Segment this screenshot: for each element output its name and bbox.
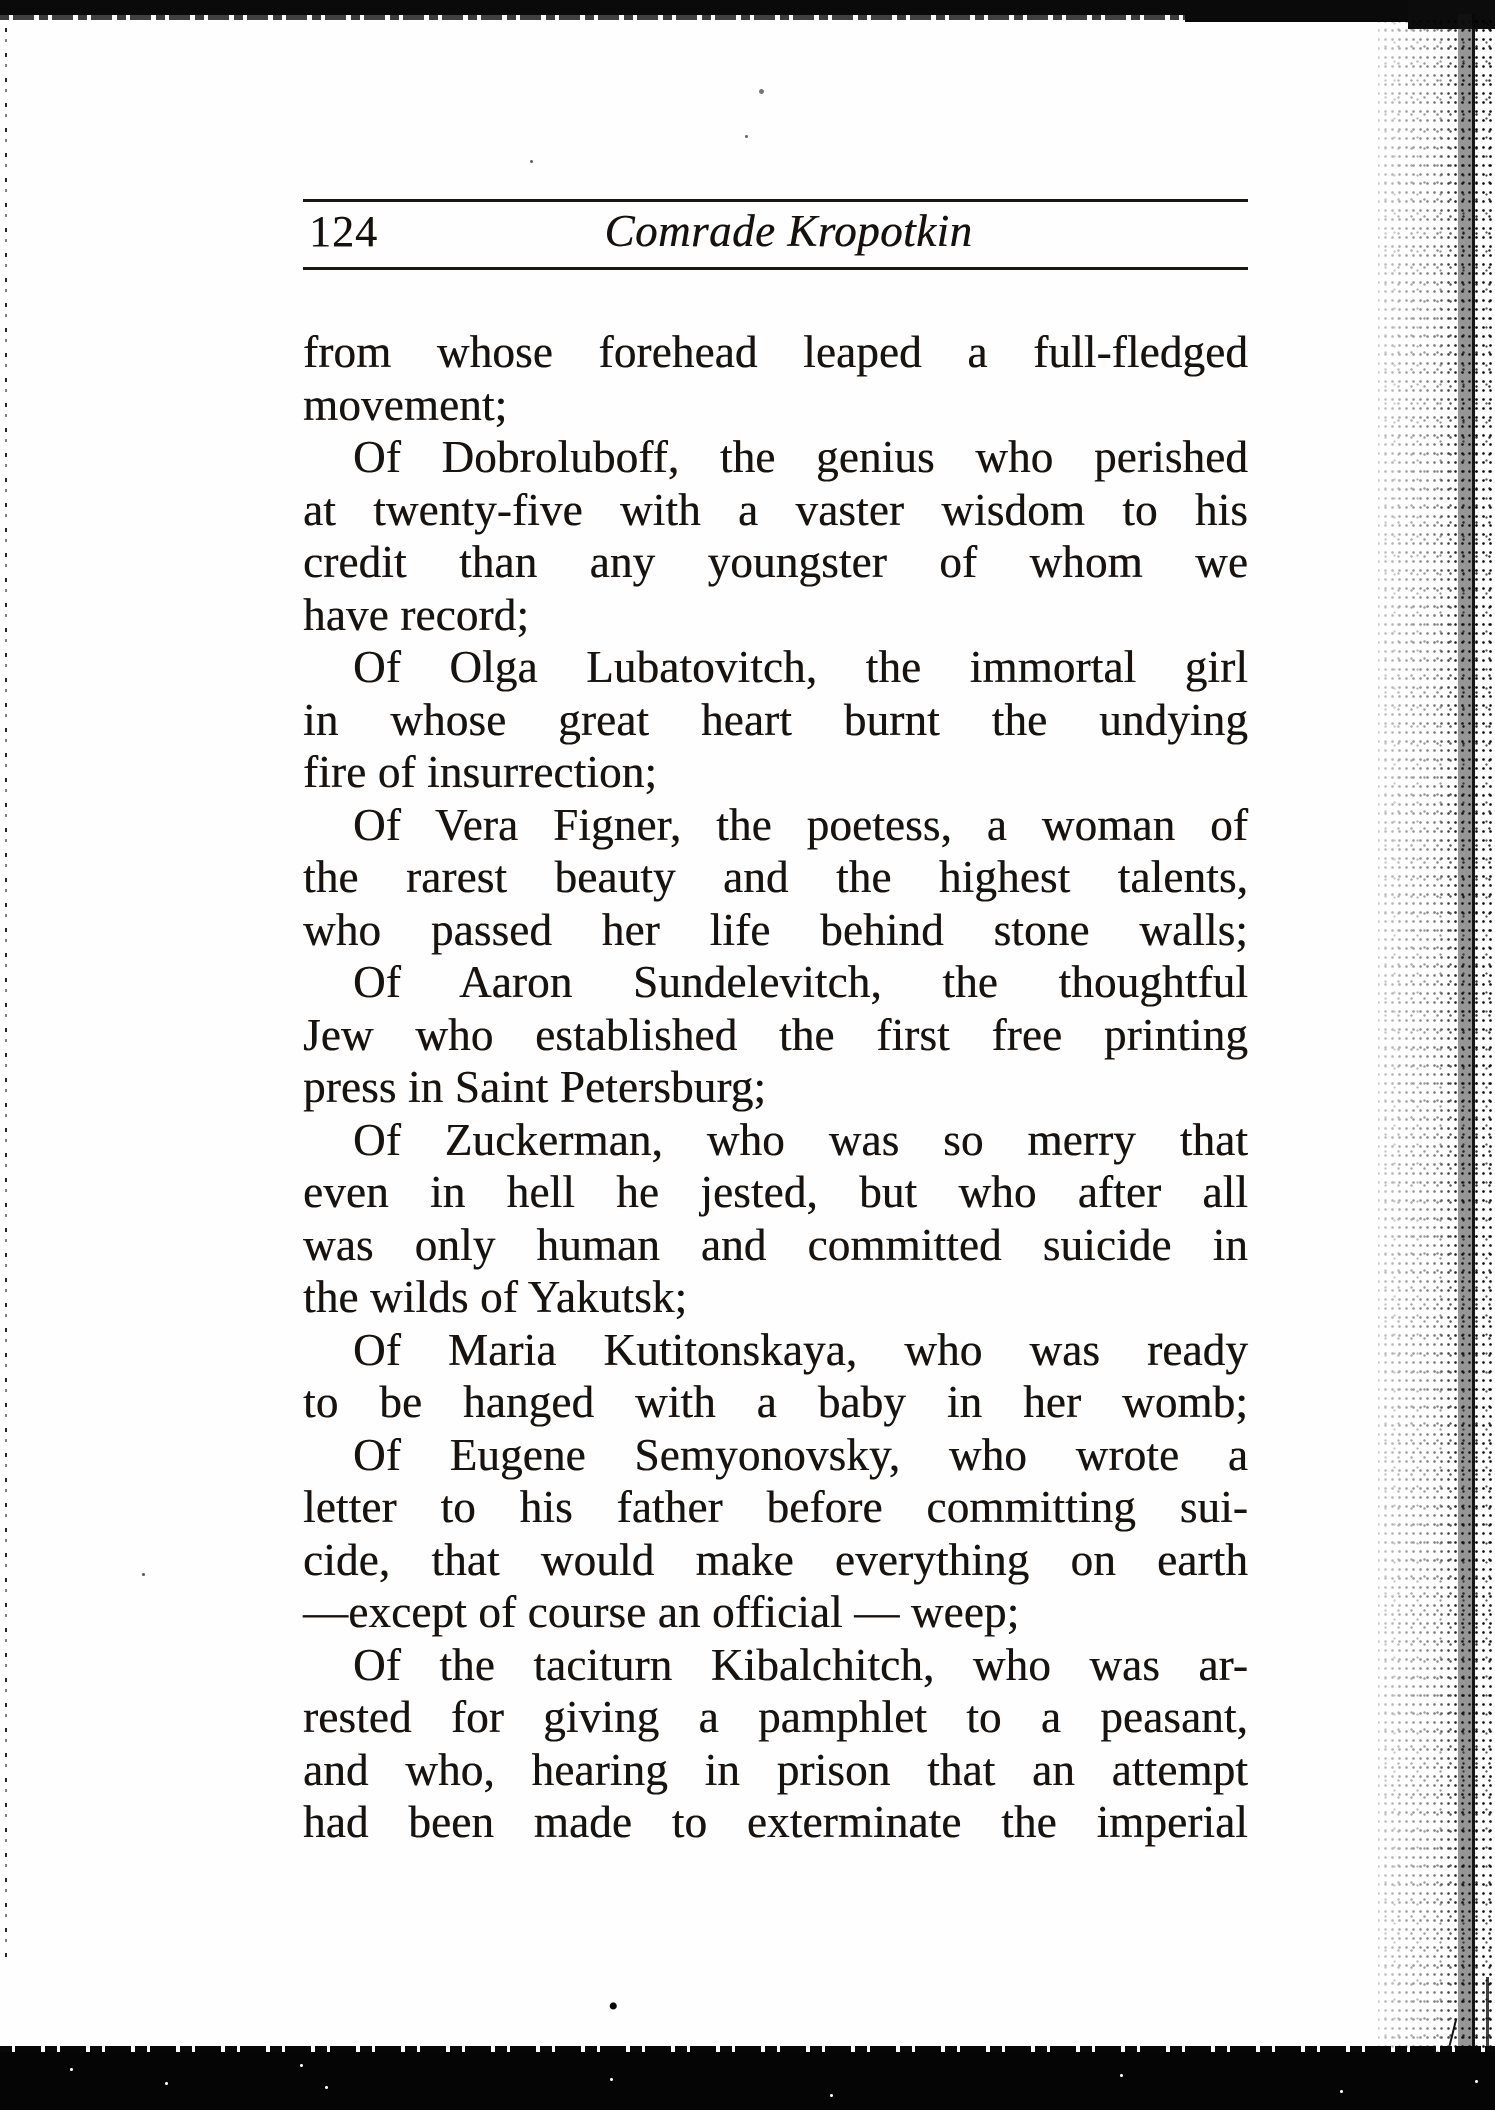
page-body-text — [303, 326, 1248, 1849]
text-line: the wilds of Yakutsk; — [303, 1272, 688, 1322]
text-line: even in hell he jested, but who after all — [303, 1167, 1248, 1217]
printer-dot-ornament: • — [608, 1990, 619, 2023]
scan-edge-bottom — [0, 2052, 1495, 2110]
text-line: from whose forehead leaped a full-fledged — [303, 327, 1248, 377]
text-line: Of the taciturn Kibalchitch, who was ar- — [353, 1639, 1248, 1690]
text-line: fire of insurrection; — [303, 747, 658, 797]
text-line: —except of course an official — weep; — [303, 1587, 1020, 1637]
scan-gutter-texture — [1378, 14, 1495, 2052]
text-line: rested for giving a pamphlet to a peasant, — [303, 1692, 1248, 1742]
text-line: press in Saint Petersburg; — [303, 1062, 767, 1112]
text-line: movement; — [303, 379, 508, 430]
running-title: Comrade Kropotkin — [604, 206, 973, 256]
text-line: who passed her life behind stone walls; — [303, 904, 1248, 955]
text-line: Jew who established the first free printing — [303, 1009, 1248, 1060]
text-line: credit than any youngster of whom we — [303, 537, 1248, 587]
text-line: and who, hearing in prison that an attempt — [303, 1744, 1248, 1795]
text-line: cide, that would make everything on earth — [303, 1534, 1248, 1585]
text-line: Of Aaron Sundelevitch, the thoughtful — [353, 957, 1248, 1007]
text-line: at twenty-five with a vaster wisdom to his — [303, 484, 1248, 535]
text-line: Of Vera Figner, the poetess, a woman of — [353, 799, 1248, 850]
text-line: in whose great heart burnt the undying — [303, 694, 1248, 745]
text-line: Of Dobroluboff, the genius who perished — [353, 432, 1248, 482]
text-line: had been made to exterminate the imperial — [303, 1797, 1248, 1847]
text-line: Of Olga Lubatovitch, the immortal girl — [353, 642, 1248, 692]
page-number: 124 — [309, 207, 378, 256]
text-line: the rarest beauty and the highest talents, — [303, 852, 1248, 902]
text-line: was only human and committed suicide in — [303, 1219, 1248, 1270]
text-line: Of Zuckerman, who was so merry that — [353, 1114, 1248, 1165]
text-line: letter to his father before committing sui- — [303, 1482, 1248, 1532]
scan-left-dotted-line — [5, 28, 7, 1963]
scan-right-edge-mark — [1486, 1977, 1489, 2052]
text-line: Of Eugene Semyonovsky, who wrote a — [353, 1429, 1248, 1480]
scan-bottom-specks — [70, 2068, 73, 2071]
header-rule-top — [303, 199, 1248, 202]
text-line: have record; — [303, 589, 530, 640]
text-line: Of Maria Kutitonskaya, who was ready — [353, 1324, 1248, 1375]
text-line: to be hanged with a baby in her womb; — [303, 1377, 1248, 1427]
header-rule-bottom — [303, 267, 1248, 270]
